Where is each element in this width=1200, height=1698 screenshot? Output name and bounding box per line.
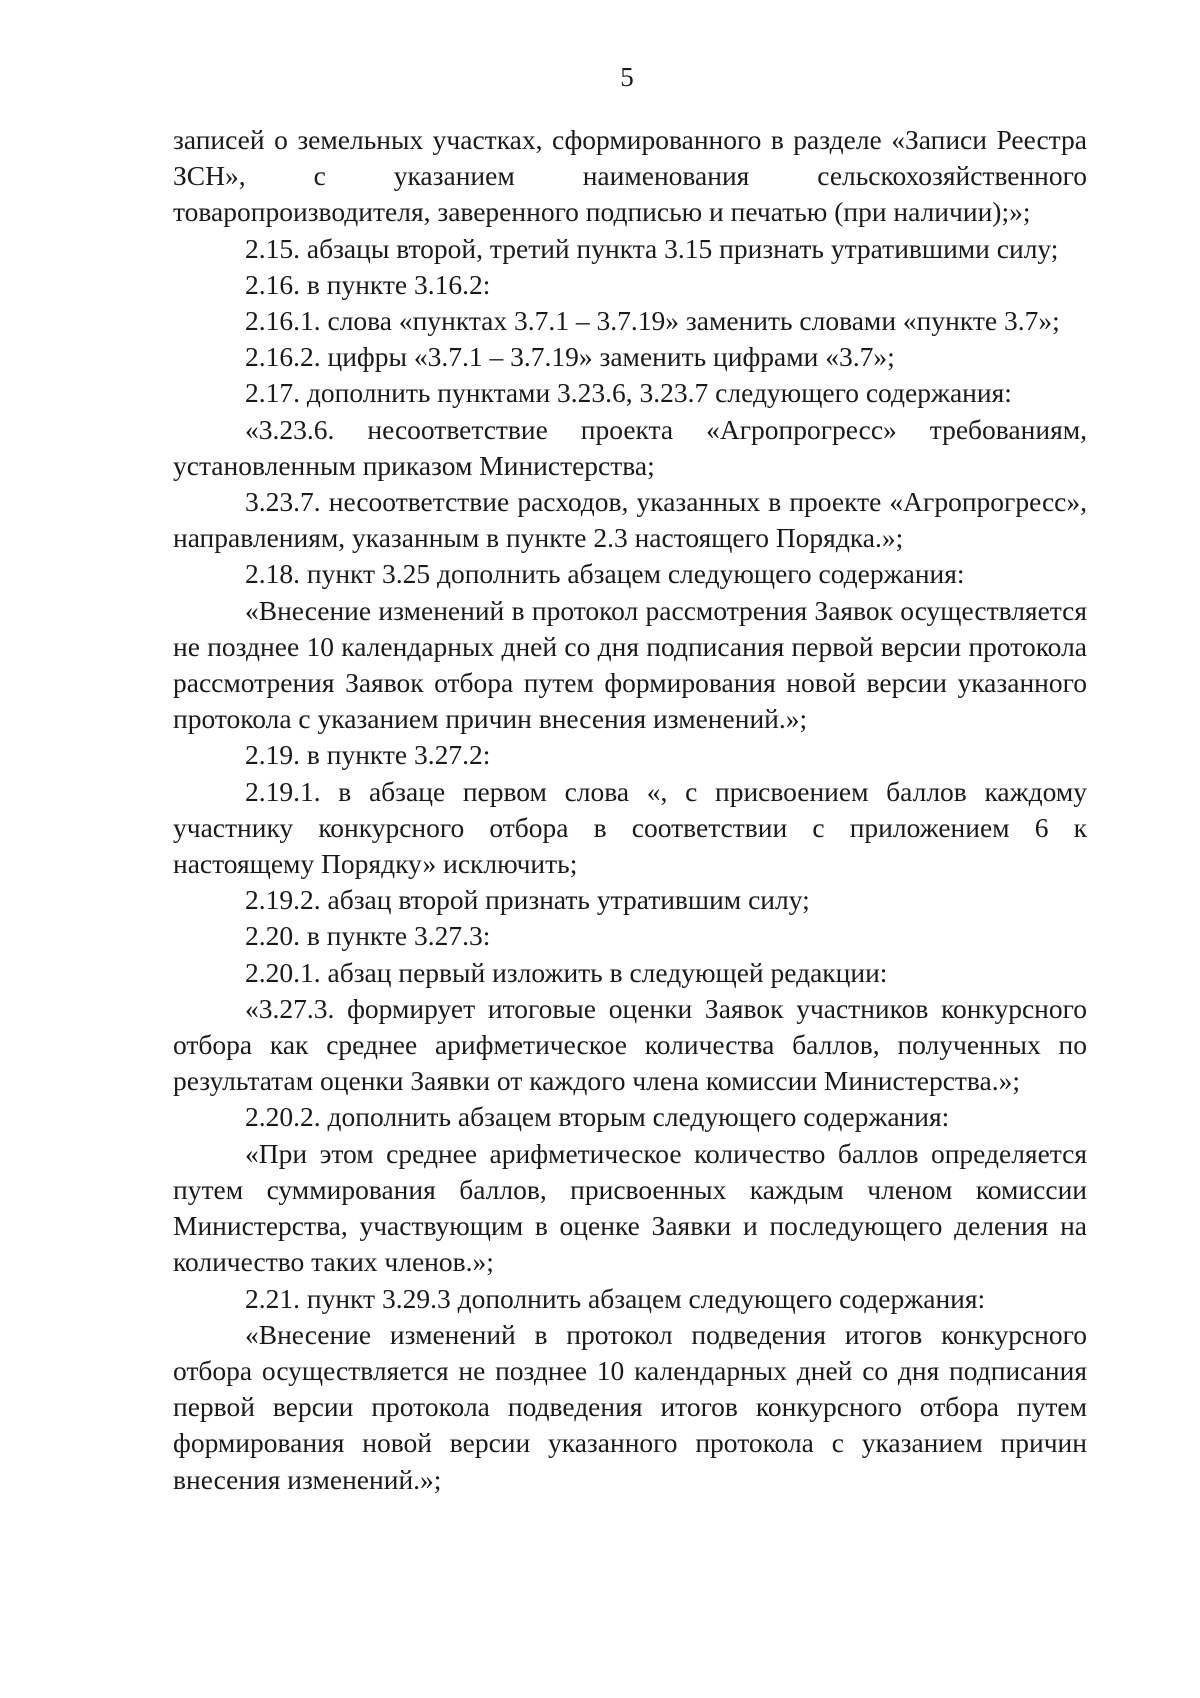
paragraph-3-27-3: «3.27.3. формирует итоговые оценки Заявок участников конкурсного отбора как среднее арифметическое количества баллов, полученных по результатам оценки Заявки от каждого члена комиссии Министерства.»; <box>173 992 1087 1097</box>
page-number: 5 <box>620 62 634 92</box>
paragraph-2-20-2: 2.20.2. дополнить абзацем вторым следующего содержания: <box>245 1101 950 1133</box>
paragraph-2-19-2: 2.19.2. абзац второй признать утратившим силу; <box>245 884 810 916</box>
paragraph-2-18: 2.18. пункт 3.25 дополнить абзацем следующего содержания: <box>245 558 965 590</box>
paragraph-continuation: записей о земельных участках, сформированного в разделе «Записи Реестра ЗСН», с указанием наименования сельскохозяйственного товаропроизводителя, заверенного подписью и печатью (при наличии);»; <box>173 124 1087 228</box>
paragraph-2-16-1: 2.16.1. слова «пунктах 3.7.1 – 3.7.19» заменить словами «пункте 3.7»; <box>245 305 1060 337</box>
paragraph-2-20: 2.20. в пункте 3.27.3: <box>245 920 491 952</box>
paragraph-2-19-1: 2.19.1. в абзаце первом слова «, с присвоением баллов каждому участнику конкурсного отбора в соответствии с приложением 6 к настоящему Порядку» исключить; <box>173 775 1087 880</box>
paragraph-2-15: 2.15. абзацы второй, третий пункта 3.15 признать утратившими силу; <box>245 232 1059 264</box>
paragraph-2-19: 2.19. в пункте 3.27.2: <box>245 739 491 771</box>
document-body <box>173 122 1087 1498</box>
paragraph-3-23-6: «3.23.6. несоответствие проекта «Агропрогресс» требованиям, установленным приказом Министерства; <box>173 413 1087 481</box>
paragraph-2-20-1: 2.20.1. абзац первый изложить в следующей редакции: <box>245 956 888 988</box>
paragraph-3-23-7: 3.23.7. несоответствие расходов, указанных в проекте «Агропрогресс», направлениям, указанным в пункте 2.3 настоящего Порядка.»; <box>173 486 1087 554</box>
paragraph-2-17: 2.17. дополнить пунктами 3.23.6, 3.23.7 следующего содержания: <box>245 377 1012 409</box>
paragraph-2-21: 2.21. пункт 3.29.3 дополнить абзацем следующего содержания: <box>245 1282 986 1314</box>
paragraph-2-18-quote: «Внесение изменений в протокол рассмотрения Заявок осуществляется не позднее 10 календарных дней со дня подписания первой версии протокола рассмотрения Заявок отбора путем формирования новой версии указанного протокола с указанием причин внесения изменений.»; <box>173 594 1087 735</box>
paragraph-2-16-2: 2.16.2. цифры «3.7.1 – 3.7.19» заменить цифрами «3.7»; <box>245 341 895 373</box>
paragraph-2-20-2-quote: «При этом среднее арифметическое количество баллов определяется путем суммирования баллов, присвоенных каждым членом комиссии Министерства, участвующим в оценке Заявки и последующего деления на количество таких членов.»; <box>173 1137 1087 1278</box>
paragraph-2-16: 2.16. в пункте 3.16.2: <box>245 268 491 300</box>
paragraph-2-21-quote: «Внесение изменений в протокол подведения итогов конкурсного отбора осуществляется не позднее 10 календарных дней со дня подписания первой версии протокола подведения итогов конкурсного отбора путем формирования новой версии указанного протокола с указанием причин внесения изменений.»; <box>173 1318 1087 1495</box>
